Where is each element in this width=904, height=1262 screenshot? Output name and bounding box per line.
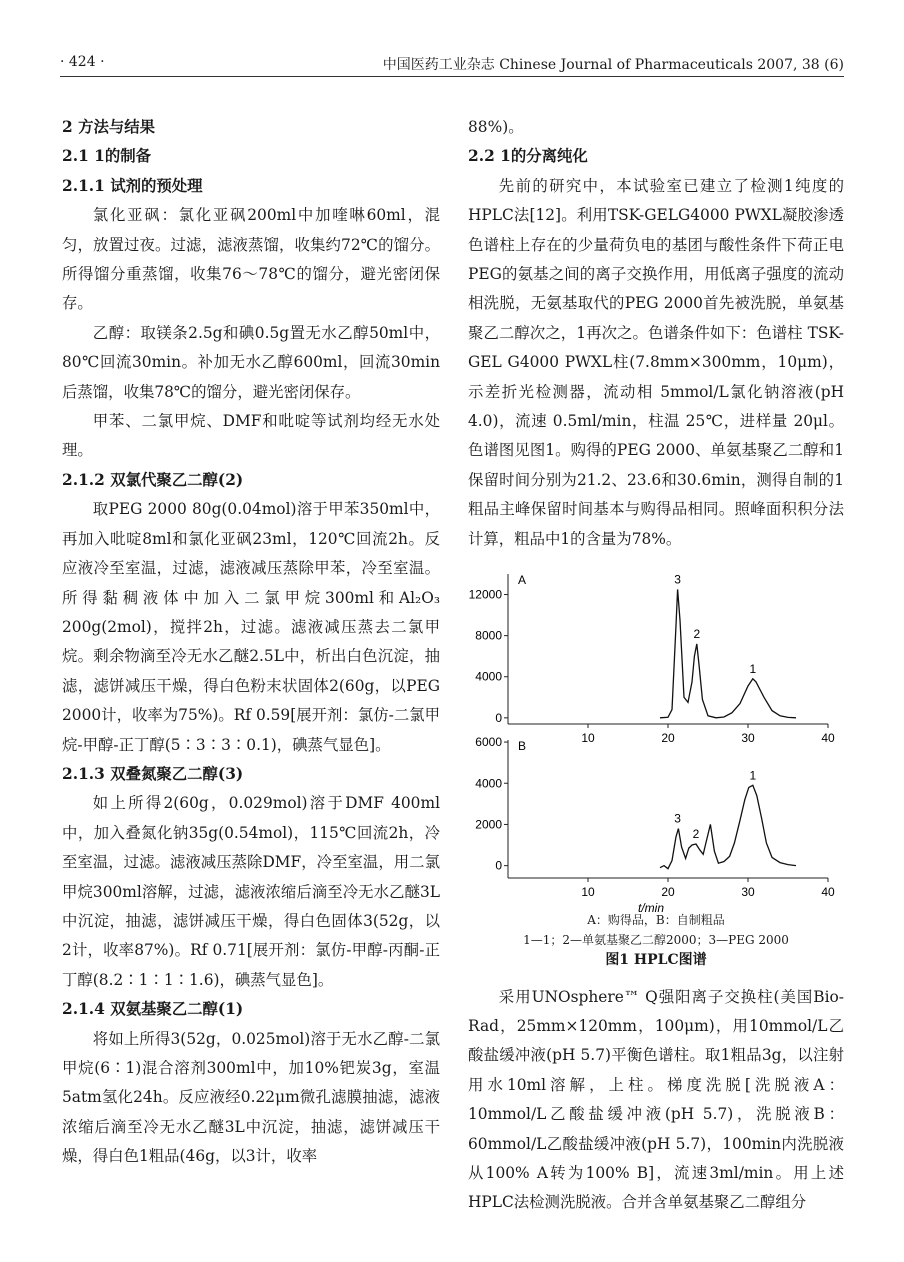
section-heading: 2.1 1的制备 bbox=[62, 147, 152, 166]
section-heading: 2 方法与结果 bbox=[62, 118, 156, 136]
right-column-bottom bbox=[468, 983, 844, 1218]
y-tick-label: 12000 bbox=[468, 587, 502, 602]
x-axis-label: t/min bbox=[638, 901, 665, 916]
x-tick-label: 40 bbox=[821, 885, 835, 900]
x-tick-label: 40 bbox=[821, 731, 835, 746]
y-tick-label: 2000 bbox=[475, 817, 502, 832]
body-paragraph: 将如上所得3(52g，0.025mol)溶于无水乙醇-二氯甲烷(6∶1)混合溶剂300ml中，加10%钯炭3g，室温5atm氢化24h。反应液经0.22μm微孔滤膜抽滤，滤液浓缩后滴至冷无水乙醚3L中沉淀，抽滤，滤饼减压干燥，得白色1粗品(46g，以3计，收率 bbox=[62, 1029, 440, 1166]
right-column bbox=[468, 113, 844, 1218]
body-paragraph: 先前的研究中，本试验室已建立了检测1纯度的HPLC法[12]。利用TSK-GELG4000 PWXL凝胶渗透色谱柱上存在的少量荷负电的基团与酸性条件下荷正电PEG的氨基之间的离子交换作用，用低离子强度的流动相洗脱，无氨基取代的PEG 2000首先被洗脱，单氨基聚乙二醇次之，1再次之。色谱条件如下：色谱柱 TSK-GEL G4000 PWXL柱(7.8mm×300mm，10μm)，示差折光检测器，流动相 5mmol/L氯化钠溶液(pH 4.0)，流速 0.5ml/min，柱温 25℃，进样量 20μl。色谱图见图1。购得的PEG 2000、单氨基聚乙二醇和1保留时间分别为21.2、23.6和30.6min，测得自制的1粗品主峰保留时间基本与购得品相同。照峰面积积分法计算，粗品中1的含量为78%。 bbox=[468, 176, 844, 548]
figure-title: 图1 HPLC图谱 bbox=[605, 951, 707, 968]
x-tick-label: 20 bbox=[661, 731, 675, 746]
section-heading: 2.1.3 双叠氮聚乙二醇(3) bbox=[62, 764, 244, 783]
body-paragraph: 88%)。 bbox=[468, 118, 524, 136]
x-tick-label: 10 bbox=[581, 731, 595, 746]
y-tick-label: 0 bbox=[495, 858, 502, 873]
peak-label: 3 bbox=[674, 572, 681, 587]
y-tick-label: 8000 bbox=[475, 628, 502, 643]
figure-caption-legend: A：购得品，B：自制粗品 bbox=[587, 912, 725, 927]
body-paragraph: 如上所得2(60g，0.029mol)溶于DMF 400ml中，加入叠氮化钠35g(0.54mol)，115℃回流2h，冷至室温，过滤。滤液减压蒸除DMF，冷至室温，用二氯甲烷300ml溶解，过滤，滤液浓缩后滴至冷无水乙醚3L中沉淀，抽滤，滤饼减压干燥，得白色固体3(52g，以2计，收率87%)。Rf 0.71[展开剂：氯仿-甲醇-丙酮-正丁醇(8.2∶1∶1∶1.6)，碘蒸气显色]。 bbox=[62, 794, 440, 989]
chromatogram-trace bbox=[660, 785, 796, 868]
panel-label: A bbox=[518, 573, 527, 588]
figure-1 bbox=[468, 560, 844, 970]
section-heading: 2.2 1的分离纯化 bbox=[468, 147, 588, 166]
body-paragraph: 乙醇：取镁条2.5g和碘0.5g置无水乙醇50ml中，80℃回流30min。补加无水乙醇600ml，回流30min后蒸馏，收集78℃的馏分，避光密闭保存。 bbox=[62, 323, 440, 401]
x-tick-label: 20 bbox=[661, 885, 675, 900]
section-heading: 2.1.2 双氯代聚乙二醇(2) bbox=[62, 470, 244, 489]
journal-title: 中国医药工业杂志 Chinese Journal of Pharmaceuticals 2007, 38 (6) bbox=[382, 57, 844, 73]
x-tick-label: 30 bbox=[741, 731, 755, 746]
peak-label: 2 bbox=[693, 626, 701, 641]
peak-label: 1 bbox=[749, 768, 757, 783]
body-paragraph: 甲苯、二氯甲烷、DMF和吡啶等试剂均经无水处理。 bbox=[62, 412, 440, 460]
y-tick-label: 4000 bbox=[475, 669, 502, 684]
page-header bbox=[60, 52, 844, 78]
page-number: · 424 · bbox=[60, 54, 105, 70]
header-rule bbox=[60, 76, 844, 77]
y-tick-label: 6000 bbox=[475, 735, 502, 750]
body-paragraph: 采用UNOsphere™ Q强阳离子交换柱(美国Bio-Rad，25mm×120mm，100μm)，用10mmol/L乙酸盐缓冲液(pH 5.7)平衡色谱柱。取1粗品3g，以注射用水10ml溶解，上柱。梯度洗脱[洗脱液A：10mmol/L乙酸盐缓冲液(pH 5.7)，洗脱液B：60mmol/L乙酸盐缓冲液(pH 5.7)，100min内洗脱液从100% A转为100% B]，流速3ml/min。用上述HPLC法检测洗脱液。合并含单氨基聚乙二醇组分 bbox=[468, 987, 844, 1212]
section-heading: 2.1.4 双氨基聚乙二醇(1) bbox=[62, 1000, 244, 1019]
panel-label: B bbox=[518, 739, 527, 754]
peak-label: 2 bbox=[692, 827, 700, 842]
body-paragraph: 氯化亚砜：氯化亚砜200ml中加喹啉60ml，混匀，放置过夜。过滤，滤液蒸馏，收集约72℃的馏分。所得馏分重蒸馏，收集76～78℃的馏分，避光密闭保存。 bbox=[62, 206, 440, 313]
chromatogram-trace bbox=[660, 589, 796, 717]
peak-label: 1 bbox=[749, 661, 757, 676]
x-tick-label: 30 bbox=[741, 885, 755, 900]
y-tick-label: 4000 bbox=[475, 776, 502, 791]
peak-label: 3 bbox=[674, 811, 681, 826]
body-paragraph: 取PEG 2000 80g(0.04mol)溶于甲苯350ml中，再加入吡啶8ml和氯化亚砜23ml，120℃回流2h。反应液冷至室温，过滤，滤液减压蒸除甲苯，冷至室温。所得黏稠液体中加入二氯甲烷300ml和Al₂O₃ 200g(2mol)，搅拌2h，过滤。滤液减压蒸去二氯甲烷。剩余物滴至冷无水乙醚2.5L中，析出白色沉淀，抽滤，滤饼减压干燥，得白色粉末状固体2(60g，以PEG 2000计，收率为75%)。Rf 0.59[展开剂：氯仿-二氯甲烷-甲醇-正丁醇(5∶3∶3∶0.1)，碘蒸气显色]。 bbox=[62, 500, 440, 754]
section-heading: 2.1.1 试剂的预处理 bbox=[62, 176, 203, 195]
right-column-top bbox=[468, 113, 844, 554]
y-tick-label: 0 bbox=[495, 710, 502, 725]
x-tick-label: 10 bbox=[581, 885, 595, 900]
figure-caption-peaks: 1—1；2—单氨基聚乙二醇2000；3—PEG 2000 bbox=[523, 932, 789, 947]
hplc-chart bbox=[468, 560, 844, 916]
left-column bbox=[62, 113, 440, 1172]
